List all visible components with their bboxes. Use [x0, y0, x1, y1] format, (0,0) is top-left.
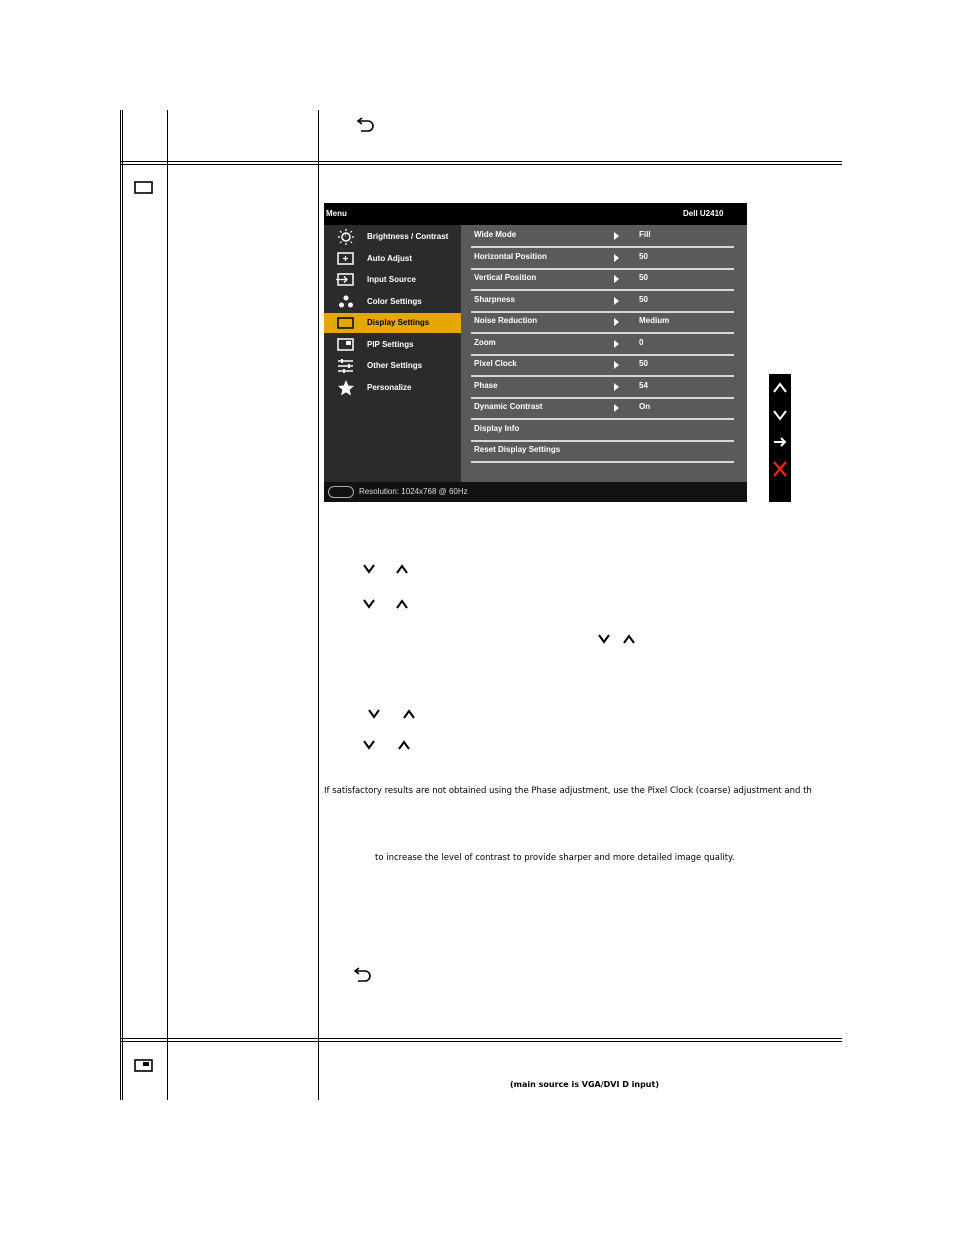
- osd-setting-name: Sharpness: [474, 294, 515, 304]
- osd-setting-name: Display Info: [474, 423, 520, 433]
- arrow-right-icon: [614, 383, 619, 391]
- enter-arrow-icon[interactable]: [772, 434, 788, 450]
- osd-menu-item-label: Brightness / Contrast: [367, 232, 449, 241]
- osd-setting-value: Medium: [639, 316, 670, 325]
- osd-menu-title: Menu: [326, 209, 347, 218]
- osd-setting-value: 50: [639, 294, 648, 304]
- osd-setting-value: 50: [639, 251, 648, 261]
- chevron-up-icon: [397, 739, 411, 751]
- osd-setting-row: [471, 376, 734, 399]
- osd-setting-row: [471, 290, 734, 313]
- back-arrow-icon: [353, 965, 373, 983]
- osd-menu-item: [324, 356, 461, 376]
- chevron-down-icon: [362, 739, 376, 751]
- exit-x-icon[interactable]: [772, 460, 788, 478]
- osd-setting-value: 50: [639, 359, 648, 368]
- osd-setting-name: Zoom: [474, 337, 496, 347]
- color-settings-icon: [336, 294, 356, 310]
- osd-menu-item-label: Other Settings: [367, 361, 423, 370]
- osd-menu: [324, 203, 747, 502]
- osd-setting-value: 0: [639, 337, 644, 347]
- osd-setting-value: On: [639, 402, 651, 411]
- osd-setting-value: 54: [639, 380, 648, 390]
- osd-setting-name: Noise Reduction: [474, 316, 538, 325]
- brightness-icon: [336, 229, 356, 245]
- osd-setting-row: [471, 419, 734, 442]
- osd-setting-name: Horizontal Position: [474, 251, 547, 261]
- osd-menu-item-label: PIP Settings: [367, 339, 414, 349]
- chevron-up-icon: [395, 598, 409, 610]
- chevron-up-icon: [402, 708, 416, 720]
- osd-menu-item: [324, 313, 461, 333]
- osd-submenu: [461, 225, 747, 482]
- row-divider-2a: [120, 1038, 842, 1039]
- dell-logo-icon: [328, 486, 354, 498]
- osd-setting-value: 50: [639, 273, 648, 282]
- arrow-right-icon: [614, 254, 619, 262]
- monitor-button-bar: [769, 374, 791, 502]
- osd-setting-name: Wide Mode: [474, 230, 517, 239]
- arrow-right-icon: [614, 232, 619, 240]
- other-settings-icon: [336, 358, 356, 374]
- osd-menu-item-label: Input Source: [367, 275, 416, 284]
- osd-menu-item-label: Display Settings: [367, 318, 430, 327]
- osd-setting-name: Phase: [474, 380, 498, 390]
- osd-setting-name: Pixel Clock: [474, 359, 517, 368]
- chevron-down-icon: [362, 563, 376, 575]
- pip-icon: [336, 337, 356, 353]
- up-arrow-icon[interactable]: [772, 380, 788, 396]
- osd-footer: [324, 482, 747, 502]
- table-border-left-inner: [122, 110, 123, 1100]
- arrow-right-icon: [614, 361, 619, 369]
- row-divider-1b: [120, 164, 842, 165]
- arrow-right-icon: [614, 340, 619, 348]
- star-icon: [336, 380, 356, 396]
- osd-main-menu: [324, 225, 461, 482]
- chevron-up-icon: [622, 633, 636, 645]
- osd-setting-row: [471, 268, 734, 291]
- osd-setting-row: [471, 333, 734, 356]
- auto-adjust-icon: [336, 251, 356, 267]
- osd-setting-name: Reset Display Settings: [474, 445, 561, 454]
- chevron-down-icon: [597, 633, 611, 645]
- osd-setting-row: [471, 225, 734, 248]
- row-divider-2b: [120, 1041, 842, 1042]
- osd-setting-row: [471, 354, 734, 377]
- osd-model-name: Dell U2410: [683, 209, 724, 218]
- arrow-right-icon: [614, 275, 619, 283]
- osd-menu-item: [324, 249, 461, 269]
- dynamic-contrast-note: to increase the level of contrast to provide sharper and more detailed image quality.: [375, 853, 735, 863]
- table-col-divider-2: [318, 110, 319, 1100]
- display-settings-icon: [134, 181, 154, 195]
- osd-menu-item: [324, 292, 461, 312]
- osd-menu-item: [324, 270, 461, 290]
- arrow-right-icon: [614, 297, 619, 305]
- osd-setting-name: Dynamic Contrast: [474, 402, 543, 411]
- osd-setting-value: Fill: [639, 230, 651, 239]
- osd-menu-item-label: Color Settings: [367, 296, 422, 306]
- table-border-left-outer: [120, 110, 121, 1100]
- arrow-right-icon: [614, 404, 619, 412]
- osd-menu-item-label: Personalize: [367, 382, 412, 392]
- osd-menu-item: [324, 335, 461, 355]
- chevron-down-icon: [362, 598, 376, 610]
- table-col-divider-1: [167, 110, 168, 1100]
- osd-setting-row: [471, 397, 734, 420]
- row-divider-1a: [120, 161, 842, 162]
- chevron-down-icon: [367, 708, 381, 720]
- phase-note: If satisfactory results are not obtained using the Phase adjustment, use the Pixel Clock (coarse) adjustment and th: [324, 786, 812, 796]
- osd-setting-name: Vertical Position: [474, 273, 537, 282]
- pip-icon: [134, 1059, 154, 1073]
- input-source-icon: [336, 272, 356, 288]
- pip-note: (main source is VGA/DVI D input): [510, 1080, 659, 1089]
- osd-menu-item-label: Auto Adjust: [367, 253, 413, 263]
- down-arrow-icon[interactable]: [772, 407, 788, 423]
- osd-menu-item: [324, 227, 461, 247]
- arrow-right-icon: [614, 318, 619, 326]
- chevron-up-icon: [395, 563, 409, 575]
- osd-setting-row: [471, 247, 734, 270]
- osd-setting-row: [471, 440, 734, 463]
- display-settings-icon: [336, 315, 356, 331]
- osd-resolution: Resolution: 1024x768 @ 60Hz: [359, 487, 468, 496]
- osd-setting-row: [471, 311, 734, 334]
- osd-menu-item: [324, 378, 461, 398]
- back-arrow-icon: [356, 115, 376, 133]
